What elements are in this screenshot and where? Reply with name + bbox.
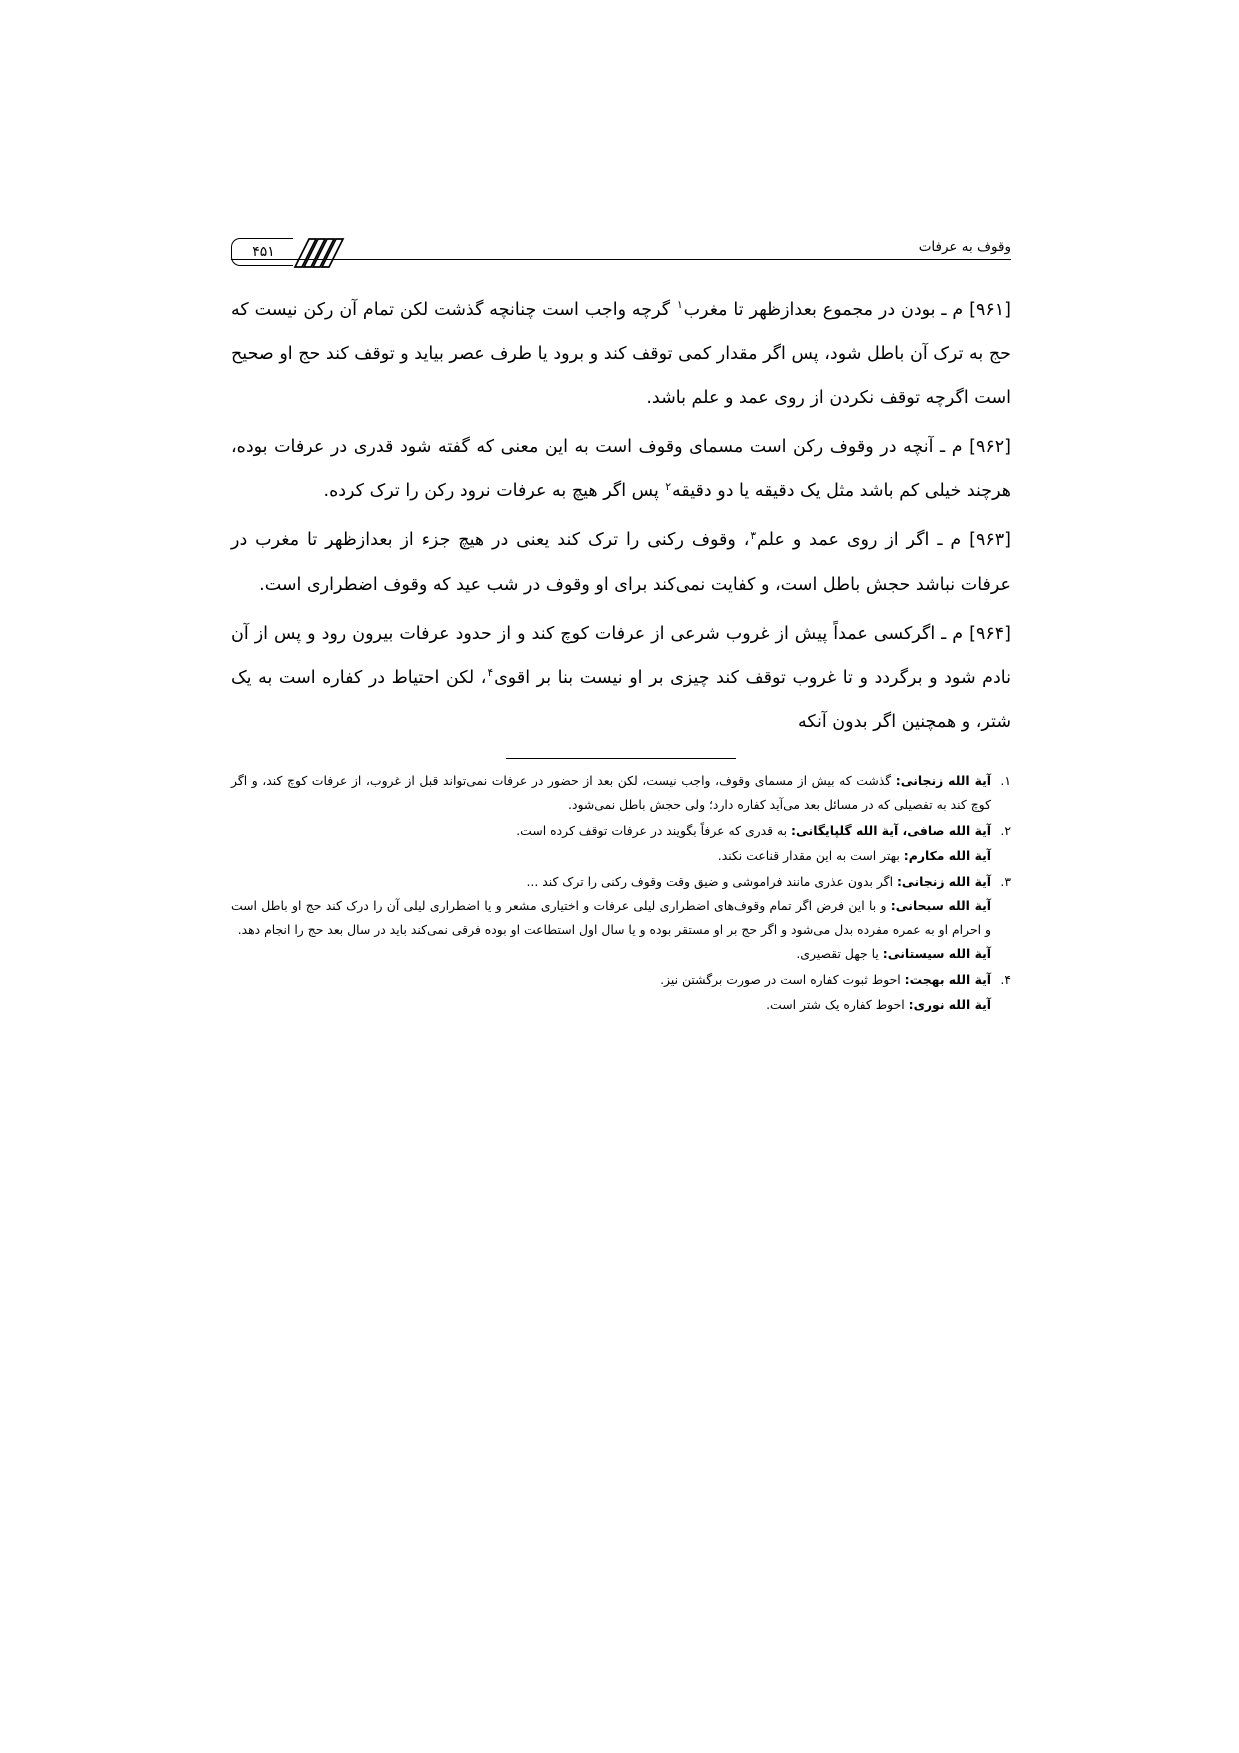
footnote-ref-3[interactable]: ۳ (750, 529, 757, 542)
scholar-name: آیة الله سیستانی: (882, 946, 991, 962)
footnote-ref-1[interactable]: ۱ (676, 299, 683, 312)
footnote-ref-4[interactable]: ۴ (487, 666, 494, 679)
footnote-marker: ۲. (1000, 823, 1011, 839)
paragraph-text-a: اگر از روی عمد و علم (757, 530, 930, 551)
footnote-line (231, 993, 991, 1017)
footnote-line (231, 942, 991, 966)
paragraph-963 (231, 518, 1011, 606)
footnote-text: و با این فرض اگر تمام وقوف‌های اضطراری لیلی عرفات و اختیاری مشعر و یا اضطراری لیلی آن را درک کند حج او باطل است و احرام او به عمره مفرده بدل می‌شود و اگر حج بر او مستقر بوده و یا سال اول استطاعت او بوده فرقی نمی‌کند باید در سال بعد حج را انجام دهد. (231, 897, 991, 938)
footnote-text: اگر بدون عذری مانند فراموشی و ضیق وقت وقوف رکنی را ترک کند ... (526, 873, 897, 889)
footnote-item (231, 769, 1011, 817)
footnote-line (231, 894, 991, 942)
footnote-marker: ۱. (1000, 772, 1011, 788)
footnote-line (231, 870, 991, 894)
paragraph-text-b: ، لکن احتیاط در کفاره است به یک شتر، و همچنین اگر بدون آنکه (231, 667, 1011, 732)
footnote-body (231, 819, 991, 867)
paragraph-number: [۹۶۲] (969, 437, 1011, 458)
paragraph-text-b: ، وقوف رکنی را ترک کند یعنی در هیچ جزء از بعدازظهر تا مغرب در عرفات نباشد حجش باطل است، و کفایت نمی‌کند برای او وقوف در شب عید که وقوف اضطراری است. (231, 530, 1011, 595)
footnote-body (231, 769, 991, 817)
paragraph-962 (231, 425, 1011, 513)
header-title: وقوف به عرفات (918, 238, 1011, 255)
footnote-marker: ۳. (1000, 873, 1011, 889)
footnote-text: به قدری که عرفاً بگویند در عرفات توقف کرده است. (516, 823, 792, 839)
body-text (231, 288, 1011, 744)
scholar-name: آیة الله زنجانی: (895, 772, 991, 788)
paragraph-dash: ـ (941, 300, 947, 320)
paragraph-text-a: اگرکسی عمداً پیش از غروب شرعی از عرفات کوچ کند و از حدود عرفات بیرون رود و پس از آن نادم شود و برگردد و تا غروب توقف کند چیزی بر او نیست بنا بر اقوی (231, 623, 1011, 688)
footnote-line (231, 819, 991, 843)
footnote-separator (506, 758, 736, 759)
footnote-body (231, 968, 991, 1016)
footnote-ref-2[interactable]: ۲ (665, 480, 672, 493)
paragraph-dash: ـ (937, 530, 943, 551)
paragraph-number: [۹۶۳] (969, 530, 1011, 551)
scholar-name: آیة الله مکارم: (903, 847, 991, 863)
paragraph-marker: م (951, 437, 963, 458)
paragraph-text-b: پس اگر هیچ به عرفات نرود رکن را ترک کرده. (323, 481, 665, 502)
paragraph-marker: م (952, 300, 964, 320)
paragraph-number: [۹۶۴] (969, 623, 1011, 644)
footnote-marker: ۴. (1000, 972, 1011, 988)
page-number: ۴۵۱ (231, 238, 293, 266)
footnote-text: یا جهل تقصیری. (796, 946, 883, 962)
scholar-name: آیة الله نوری: (908, 996, 991, 1012)
footnote-text: احوط کفاره یک شتر است. (766, 996, 909, 1012)
page-number-badge (231, 238, 347, 268)
footnote-body (231, 870, 991, 967)
footnote-item (231, 968, 1011, 1016)
footnote-line (231, 968, 991, 992)
footnote-text: احوط ثبوت کفاره است در صورت برگشتن نیز. (660, 972, 905, 988)
paragraph-number: [۹۶۱] (969, 300, 1011, 320)
footnote-item (231, 870, 1011, 967)
paragraph-text-b: گرچه واجب است چنانچه گذشت لکن تمام آن رکن نیست که حج به ترک آن باطل شود، پس اگر مقدار کمی توقف کند و برود یا طرف عصر بیاید و توقف کند حج او صحیح است اگرچه توقف نکردن از روی عمد و علم باشد. (231, 300, 1011, 409)
footnote-text: بهتر است به این مقدار قناعت نکند. (717, 847, 904, 863)
scholar-name: آیة الله بهجت: (904, 972, 991, 988)
paragraph-964 (231, 612, 1011, 744)
paragraph-marker: م (952, 623, 964, 644)
footnote-item (231, 819, 1011, 867)
footnotes-section (231, 769, 1011, 1017)
paragraph-dash: ـ (940, 437, 946, 458)
paragraph-text-a: آنچه در وقوف رکن است مسمای وقوف است به این معنی که گفته شود قدری در عرفات بوده، هرچند خیلی کم باشد مثل یک دقیقه یا دو دقیقه (231, 437, 1011, 502)
diagonal-slashes-icon (293, 238, 347, 266)
running-header (231, 222, 1011, 266)
footnote-line (231, 844, 991, 868)
footnote-line (231, 769, 991, 817)
paragraph-marker: م (950, 530, 962, 551)
scholar-name: آیة الله صافی، آیة الله گلپایگانی: (791, 823, 991, 839)
scholar-name: آیة الله سبحانی: (890, 897, 991, 913)
paragraph-text-a: بودن در مجموع بعدازظهر تا مغرب (683, 300, 936, 320)
paragraph-dash: ـ (941, 623, 947, 644)
scholar-name: آیة الله زنجانی: (896, 873, 991, 889)
footnote-text: گذشت که بیش از مسمای وقوف، واجب نیست، لکن بعد از حضور در عرفات نمی‌تواند قبل از غروب، از عرفات کوچ کند، و اگر کوچ کند به تفصیلی که در مسائل بعد می‌آید کفاره دارد؛ ولی حجش باطل نمی‌شود. (231, 772, 991, 813)
page-content (231, 222, 1011, 1019)
paragraph-961 (231, 288, 1011, 420)
header-divider (231, 259, 1011, 260)
